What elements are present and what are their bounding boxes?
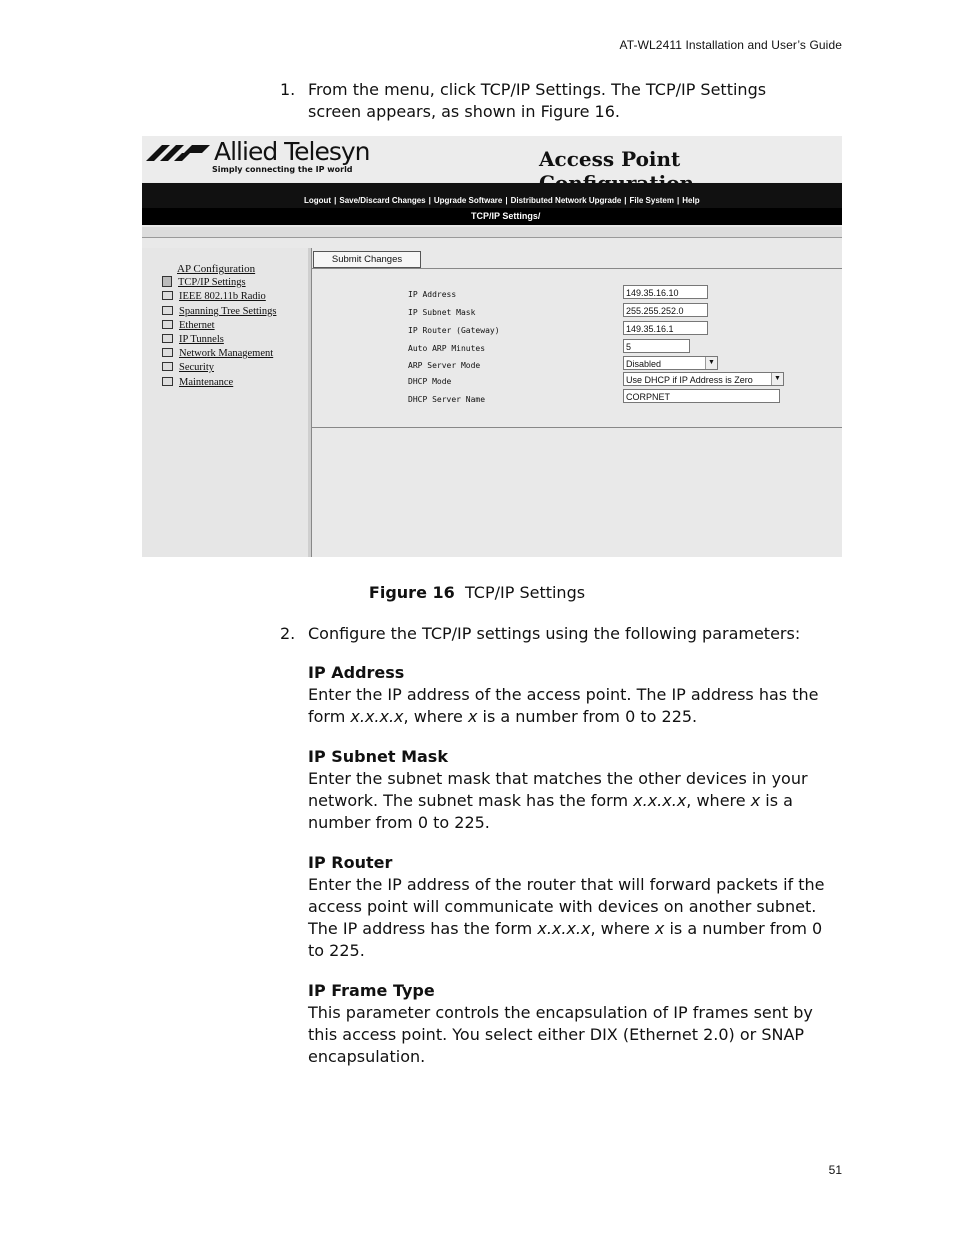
menu-distributed-upgrade[interactable]: Distributed Network Upgrade <box>510 196 622 205</box>
auto-arp-label: Auto ARP Minutes <box>408 344 486 353</box>
dhcp-server-name-label: DHCP Server Name <box>408 395 486 404</box>
step-2-text: Configure the TCP/IP settings using the following parameters: <box>308 624 801 643</box>
term-title: IP Router <box>308 853 393 872</box>
nav-item-ethernet[interactable]: Ethernet <box>162 320 215 331</box>
allied-telesyn-logo-icon <box>146 144 210 162</box>
menu-save-discard[interactable]: Save/Discard Changes <box>339 196 426 205</box>
figure-caption <box>0 583 954 602</box>
folder-icon <box>162 348 173 357</box>
menu-file-system[interactable]: File System <box>629 196 674 205</box>
breadcrumb: TCP/IP Settings/ <box>471 211 541 221</box>
folder-icon <box>162 334 173 343</box>
submit-changes-button[interactable]: Submit Changes <box>313 251 421 268</box>
app-header <box>142 136 842 182</box>
arp-server-mode-select[interactable] <box>623 356 718 370</box>
main-separator <box>311 427 842 428</box>
folder-icon <box>162 362 173 371</box>
nav-item-radio[interactable]: IEEE 802.11b Radio <box>162 291 266 302</box>
menu-logout[interactable]: Logout <box>304 196 332 205</box>
term-title: IP Address <box>308 663 405 682</box>
ip-address-label: IP Address <box>408 290 457 299</box>
dhcp-mode-value: Use DHCP if IP Address is Zero <box>626 375 753 385</box>
main-top-rule <box>311 268 842 269</box>
nav-item-security[interactable]: Security <box>162 362 214 373</box>
folder-icon <box>162 320 173 329</box>
term-ip-frame-type: IP Frame Type This parameter controls the encapsulation of IP frames sent by this access point. You select either DIX (Ethernet 2.0) or SNAP encapsulation. <box>308 980 828 1068</box>
logo-text: Allied Telesyn <box>214 137 370 166</box>
folder-icon <box>162 291 173 300</box>
nav-item-ip-tunnels[interactable]: IP Tunnels <box>162 334 224 345</box>
nav-heading[interactable]: AP Configuration <box>177 263 256 275</box>
subnet-mask-label: IP Subnet Mask <box>408 308 476 317</box>
page-number: 51 <box>828 1163 842 1177</box>
app-title: Access Point <box>539 147 681 171</box>
step-2 <box>280 623 820 645</box>
figure-label: Figure 16 <box>368 583 455 602</box>
document-icon <box>162 276 172 287</box>
step-1 <box>280 79 820 123</box>
step-1-text: From the menu, click TCP/IP Settings. The TCP/IP Settings screen appears, as shown in Figure 16. <box>308 80 767 121</box>
top-menu: Logout | Save/Discard Changes | Upgrade Software | Distributed Network Upgrade | File System | Help <box>304 196 700 205</box>
separator-band <box>142 227 842 238</box>
figure-title: TCP/IP Settings <box>464 583 586 602</box>
router-label: IP Router (Gateway) <box>408 326 500 335</box>
term-title: IP Subnet Mask <box>308 747 448 766</box>
term-ip-router: IP Router Enter the IP address of the router that will forward packets if the access point will communicate with devices on another subnet. The IP address has the form x.x.x.x, where x is a number from 0 to 225. <box>308 852 828 962</box>
term-ip-address: IP Address Enter the IP address of the access point. The IP address has the form x.x.x.x, where x is a number from 0 to 225. <box>308 662 828 728</box>
nav-item-network-management[interactable]: Network Management <box>162 348 273 359</box>
router-input[interactable]: 149.35.16.1 <box>623 321 708 335</box>
nav-item-maintenance[interactable]: Maintenance <box>162 377 233 388</box>
folder-icon <box>162 306 173 315</box>
auto-arp-input[interactable]: 5 <box>623 339 690 353</box>
menu-help[interactable]: Help <box>682 196 700 205</box>
nav-item-tcpip[interactable]: TCP/IP Settings <box>162 277 246 288</box>
step-2-number: 2. <box>280 624 296 643</box>
dhcp-mode-label: DHCP Mode <box>408 377 452 386</box>
arp-server-mode-value: Disabled <box>626 359 662 369</box>
chevron-down-icon: ▼ <box>771 373 783 385</box>
running-head: AT-WL2411 Installation and User’s Guide <box>619 38 842 52</box>
folder-icon <box>162 377 173 386</box>
term-title: IP Frame Type <box>308 981 435 1000</box>
nav-item-spanning-tree[interactable]: Spanning Tree Settings <box>162 306 276 317</box>
menu-upgrade-software[interactable]: Upgrade Software <box>433 196 503 205</box>
term-ip-subnet-mask: IP Subnet Mask Enter the subnet mask that matches the other devices in your network. The subnet mask has the form x.x.x.x, where x is a number from 0 to 225. <box>308 746 828 834</box>
chevron-down-icon: ▼ <box>705 357 717 369</box>
arp-server-mode-label: ARP Server Mode <box>408 361 481 370</box>
ip-address-input[interactable]: 149.35.16.10 <box>623 285 708 299</box>
dhcp-server-name-input[interactable]: CORPNET <box>623 389 780 403</box>
step-1-number: 1. <box>280 80 296 99</box>
subnet-mask-input[interactable]: 255.255.252.0 <box>623 303 708 317</box>
logo-tagline: Simply connecting the IP world <box>212 165 353 174</box>
dhcp-mode-select[interactable] <box>623 372 784 386</box>
